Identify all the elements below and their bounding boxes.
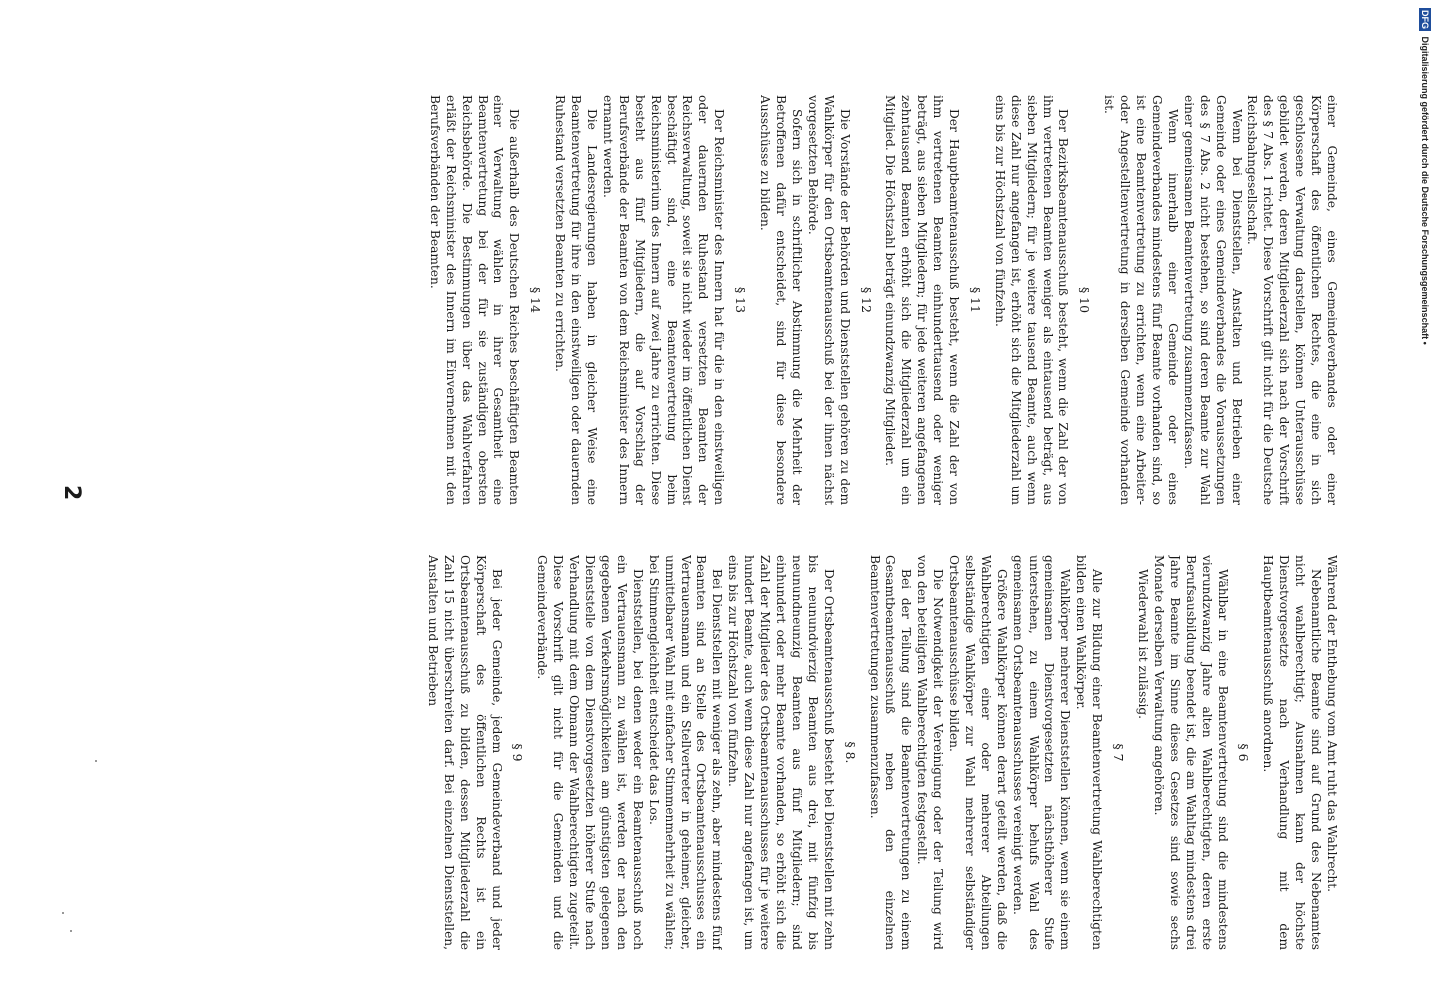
paragraph: Alle zur Bildung einer Beamtenvertretung Wahlberechtigten bilden einen Wahlkörper. [1074,555,1105,950]
left-text-column [109,555,1339,950]
dfg-logo: DFG [1420,10,1430,29]
paragraph: Die außerhalb des Deutschen Reiches beschäftigten Beamten einer Verwaltung wählen in ihrer Gesamtheit eine Beamtenvertretung bei der für sie zuständigen obersten Reichsbehörde. Die Bestimmungen über das Wahlverfahren erläßt der Reichsminister des Innern im Einvernehmen mit den Berufsverbänden der Beamten. [427,95,522,505]
section-heading: § 6 [1236,743,1252,762]
paragraph: Der Ortsbeamtenausschuß besteht bei Dienststellen mit zehn bis neunundvierzig Beamten aus drei, mit fünfzig bis neunundneunzig Beamten aus fünf Mitgliedern; sind einhundert oder mehr Beamte vorhanden, so erhöht sich die Zahl der Mitglieder des Ortsbeamtenausschusses für je weitere hundert Beamte, auch wenn diese Zahl nur angefangen ist, um eins bis zur Höchstzahl von fünfzehn. [726,555,836,950]
paragraph: Wenn bei Dienststellen, Anstalten und Betrieben einer Gemeinde oder eines Gemeindeverbandes die Voraussetzungen des § 7 Abs. 2 nicht bestehen, so sind deren Beamte zur Wahl einer gemeinsamen Beamtenvertretung zusammenzufassen. [1181,95,1244,505]
paragraph: Bei jeder Gemeinde, jedem Gemeindeverband und jeder Körperschaft des öffentlichen Rechts ist ein Ortsbeamtenausschuß zu bilden, dessen Mitgliederzahl die Zahl 15 nicht überschreiten darf. Bei einzelnen Dienststellen, Anstalten und Betrieben [425,555,504,950]
paragraph: Bei der Teilung sind die Beamtenvertretungen zu einem Gesamtbeamtenausschuß neben den einzelnen Beamtenvertretungen zusammenzufassen. [867,555,914,950]
section-heading: § 10 [1077,287,1093,313]
paragraph: Der Reichsminister des Innern hat für die in den einstweiligen oder dauernden Ruhestand versetzten Beamten der Reichsverwaltung, soweit sie nicht wieder im öffentlichen Dienst beschäftigt sind, eine Beamtenvertretung beim Reichsministerium des Innern auf zwei Jahre zu errichten. Diese besteht aus fünf Mitgliedern, die auf Vorschlag der Berufsverbände der Beamten von dem Reichsminister des Innern ernannt werden. [600,95,727,505]
section-heading: § 8. [842,741,858,764]
section-heading: § 11 [967,287,983,313]
paragraph: Während der Enthebung vom Amt ruht das Wahlrecht. [1325,555,1339,892]
paragraph: Die Notwendigkeit der Vereinigung oder der Teilung wird von den beteiligten Wahlberechtigten festgestellt. [915,555,946,950]
digitization-stamp [1413,8,1431,388]
scan-speck [62,912,64,914]
paragraph: Die Landesregierungen haben in gleicher Weise eine Beamtenvertretung für ihre in den einstweiligen oder dauernden Ruhestand versetzten Beamten zu errichten. [553,95,600,505]
paragraph: Die Vorstände der Behörden und Dienststellen gehören zu dem Wahlkörper für den Ortsbeamtenausschuß bei der ihnen nächst vorgesetzten Behörde. [805,95,852,505]
paragraph: Sofern sich in schriftlicher Abstimmung die Mehrheit der Betroffenen dafür entscheidet, sind für diese besondere Ausschüsse zu bilden. [758,95,804,505]
section-heading: § 12 [858,287,874,313]
section-heading: § 9 [510,743,526,762]
section-heading: § 13 [733,287,749,313]
digitization-notice: Digitalisierung gefördert durch die Deutsche Forschungsgemeinschaft • [1420,36,1430,345]
right-text-column [109,95,1339,505]
section-heading: § 7 [1111,743,1127,762]
paragraph: Der Hauptbeamtenausschuß besteht, wenn die Zahl der von ihm vertretenen Beamten einhunderttausend oder weniger beträgt, aus sieben Mitgliedern; für jede weiteren angefangenen zehntausend Beamten erhöht sich die Mitgliederzahl um ein Mitglied. Die Höchstzahl beträgt einundzwanzig Mitglieder. [883,95,962,505]
paragraph: Dienststellen, bei denen weder ein Beamtenausschuß noch ein Vertrauensmann zu wählen ist, werden der nach den gegebenen Verkehrsmöglichkeiten am günstigsten gelegenen Dienststelle von dem Dienstvorgesetzten höherer Stufe nach Verhandlung mit dem Obmann der Wahlberechtigten zugeteilt. Diese Vorschrift gilt nicht für die Gemeinden und die Gemeindeverbände. [535,555,645,950]
paragraph: Wählbar in eine Beamtenvertretung sind die mindestens vierundzwanzig Jahre alten Wahlberechtigten, deren erste Berufsausbildung beendet ist, die am Wahltag mindestens drei Jahre Beamte im Sinne dieses Gesetzes sind sowie sechs Monate derselben Verwaltung angehören. [1151,555,1230,950]
paragraph: Wiederwahl ist zulässig. [1136,569,1151,720]
paragraph: einer Gemeinde, eines Gemeindeverbandes oder einer Körperschaft des öffentlichen Rechtes, die eine in sich geschlossene Verwaltung darstellen, können Unterausschüsse gebildet werden, deren Mitgliederzahl sich nach der Vorschrift des § 7 Abs. 1 richtet. Diese Vorschrift gilt nicht für die Deutsche Reichsbahngesellschaft. [1245,95,1339,505]
paragraph: Wahlkörper mehrerer Dienststellen können, wenn sie einem gemeinsamen Dienstvorgesetzten nächsthöherer Stufe unterstehen, zu einem Wahlkörper behufs Wahl des gemeinsamen Ortsbeamtenausschusses vereinigt werden. [1010,555,1073,950]
paragraph: Nebenamtliche Beamte sind auf Grund des Nebenamtes nicht wahlberechtigt; Ausnahmen kann der höchste Dienstvorgesetzte nach Verhandlung mit dem Hauptbeamtenausschuß anordnen. [1261,555,1324,950]
section-heading: § 14 [528,287,544,313]
scan-speck [95,760,97,762]
paragraph: Bei Dienststellen mit weniger als zehn, aber mindestens fünf Beamten sind an Stelle des Ortsbeamtenausschusses ein Vertrauensmann und ein Stellvertreter in geheimer, gleicher, unmittelbarer Wahl mit einfacher Stimmenmehrheit zu wählen; bei Stimmengleichheit entscheidet das Los. [646,555,725,950]
scan-speck [70,930,72,932]
paragraph: Wenn innerhalb einer Gemeinde oder eines Gemeindeverbandes mindestens fünf Beamte vorhanden sind, so ist eine Beamtenvertretung zu errichten, wenn eine Arbeiter- oder Angestelltenvertretung in derselben Gemeinde vorhanden ist. [1102,95,1180,505]
paragraph: Der Bezirksbeamtenausschuß besteht, wenn die Zahl der von ihm vertretenen Beamten weniger als eintausend beträgt, aus sieben Mitgliedern; für je weitere tausend Beamte, auch wenn diese Zahl nur angefangen ist, erhöht sich die Mitgliederzahl um eins bis zur Höchstzahl von fünfzehn. [992,95,1071,505]
page-number: 2 [59,485,84,501]
paragraph: Größere Wahlkörper können derart geteilt werden, daß die Wahlberechtigten einer oder mehrerer Abteilungen selbständige Wahlkörper zur Wahl mehrerer selbständiger Ortsbeamtenausschüsse bilden. [947,555,1009,950]
